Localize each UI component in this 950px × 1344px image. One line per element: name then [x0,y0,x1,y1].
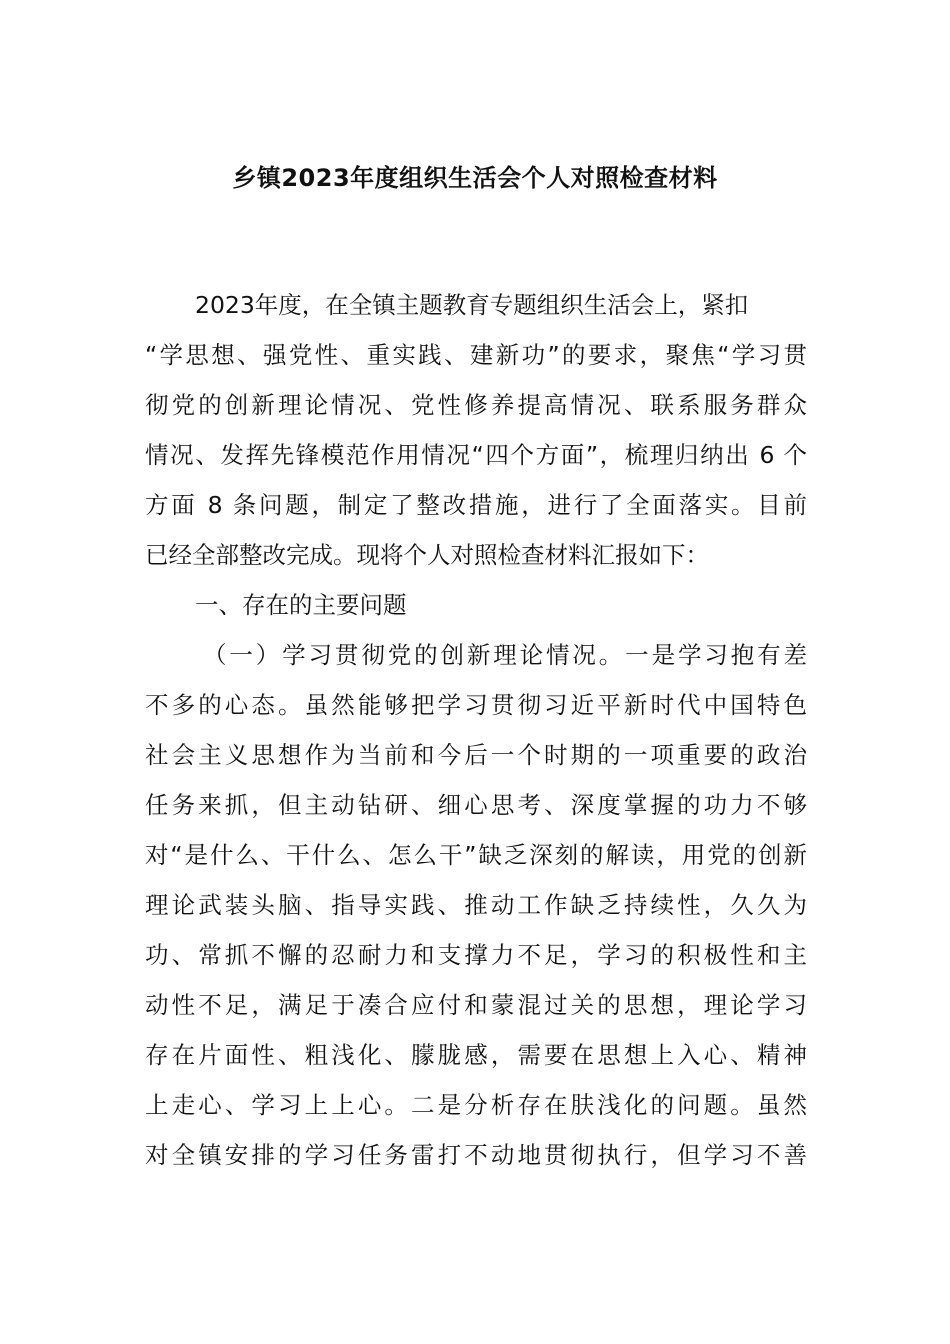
paragraph-line: 对“是什么、干什么、怎么干”缺乏深刻的解读，用党的创新 [145,841,807,869]
paragraph-line: 上走心、学习上上心。二是分析存在肤浅化的问题。虽然 [145,1091,807,1119]
paragraph-line: 情况、发挥先锋模范作用情况“四个方面”，梳理归纳出 6 个 [145,441,807,469]
paragraph-line: 任务来抓，但主动钻研、细心思考、深度掌握的功力不够 [145,791,807,819]
document-title: 乡镇2023年度组织生活会个人对照检查材料 [232,164,718,192]
paragraph-line: 对全镇安排的学习任务雷打不动地贯彻执行，但学习不善 [145,1141,807,1169]
paragraph-line: 2023年度，在全镇主题教育专题组织生活会上，紧扣 [195,291,749,319]
paragraph-line: 存在片面性、粗浅化、朦胧感，需要在思想上入心、精神 [145,1041,807,1069]
paragraph-line: 彻党的创新理论情况、党性修养提高情况、联系服务群众 [145,391,807,419]
paragraph-line: 社会主义思想作为当前和今后一个时期的一项重要的政治 [145,741,807,769]
paragraph-line: 不多的心态。虽然能够把学习贯彻习近平新时代中国特色 [145,691,807,719]
paragraph-line: 理论武装头脑、指导实践、推动工作缺乏持续性，久久为 [145,891,807,919]
paragraph-line: 动性不足，满足于凑合应付和蒙混过关的思想，理论学习 [145,991,807,1019]
paragraph-line: 功、常抓不懈的忍耐力和支撑力不足，学习的积极性和主 [145,941,807,969]
paragraph-line: （一）学习贯彻党的创新理论情况。一是学习抱有差 [203,641,807,669]
section-heading: 一、存在的主要问题 [195,591,407,619]
paragraph-line: 已经全部整改完成。现将个人对照检查材料汇报如下： [145,541,709,569]
paragraph-line: 方面 8 条问题，制定了整改措施，进行了全面落实。目前 [145,491,807,519]
paragraph-line: “学思想、强党性、重实践、建新功”的要求，聚焦“学习贯 [145,341,807,369]
document-body [145,280,807,1180]
